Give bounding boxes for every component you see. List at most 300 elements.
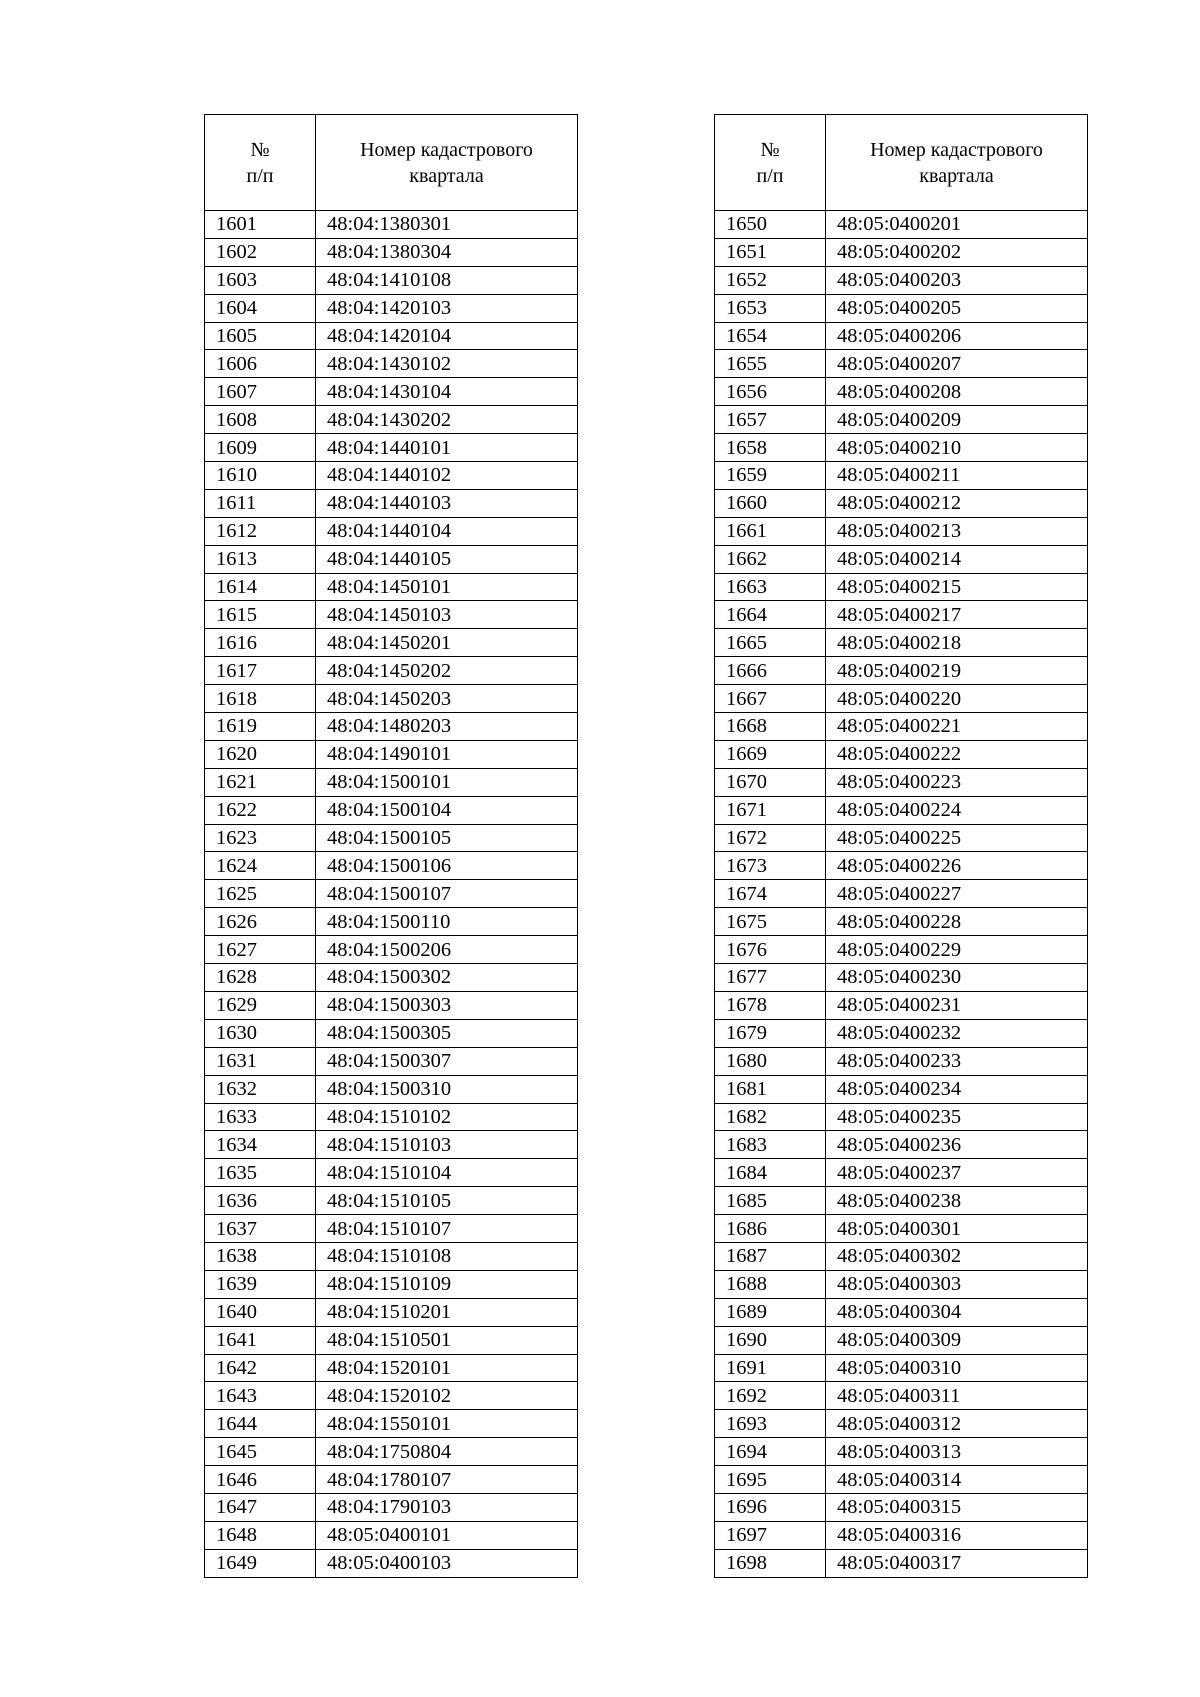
row-number-cell: 1641 bbox=[205, 1326, 316, 1354]
table-row bbox=[205, 685, 578, 713]
table-row bbox=[205, 1215, 578, 1243]
table-row bbox=[205, 1493, 578, 1521]
cadastral-number-cell: 48:05:0400303 bbox=[826, 1270, 1088, 1298]
row-number-cell: 1620 bbox=[205, 740, 316, 768]
table-row bbox=[715, 545, 1088, 573]
row-number-cell: 1648 bbox=[205, 1521, 316, 1549]
row-number-cell: 1683 bbox=[715, 1131, 826, 1159]
cadastral-number-cell: 48:05:0400231 bbox=[826, 991, 1088, 1019]
row-number-cell: 1663 bbox=[715, 573, 826, 601]
header-cadastral-cell bbox=[316, 115, 578, 211]
cadastral-number-cell: 48:04:1450203 bbox=[316, 685, 578, 713]
cadastral-number-cell: 48:05:0400212 bbox=[826, 489, 1088, 517]
cadastral-number-cell: 48:05:0400310 bbox=[826, 1354, 1088, 1382]
row-number-cell: 1695 bbox=[715, 1466, 826, 1494]
cadastral-number-cell: 48:04:1500310 bbox=[316, 1075, 578, 1103]
table-row bbox=[715, 1047, 1088, 1075]
cadastral-number-cell: 48:04:1500110 bbox=[316, 908, 578, 936]
row-number-cell: 1661 bbox=[715, 517, 826, 545]
cadastral-number-cell: 48:05:0400207 bbox=[826, 350, 1088, 378]
row-number-cell: 1604 bbox=[205, 294, 316, 322]
cadastral-number-cell: 48:04:1380301 bbox=[316, 211, 578, 239]
header-cadastral-line2: квартала bbox=[409, 164, 484, 187]
table-row bbox=[715, 573, 1088, 601]
cadastral-number-cell: 48:04:1520101 bbox=[316, 1354, 578, 1382]
table-row bbox=[205, 573, 578, 601]
header-number-line1: № bbox=[760, 138, 780, 161]
header-cadastral-cell bbox=[826, 115, 1088, 211]
cadastral-number-cell: 48:04:1520102 bbox=[316, 1382, 578, 1410]
row-number-cell: 1688 bbox=[715, 1270, 826, 1298]
table-row bbox=[205, 462, 578, 490]
table-row bbox=[205, 964, 578, 992]
table-row bbox=[205, 908, 578, 936]
cadastral-number-cell: 48:05:0400235 bbox=[826, 1103, 1088, 1131]
header-number-cell bbox=[715, 115, 826, 211]
table-row bbox=[715, 1466, 1088, 1494]
cadastral-number-cell: 48:04:1510201 bbox=[316, 1298, 578, 1326]
header-cadastral-line1: Номер кадастрового bbox=[870, 138, 1043, 161]
table-row bbox=[205, 880, 578, 908]
cadastral-number-cell: 48:04:1440103 bbox=[316, 489, 578, 517]
table-row bbox=[205, 1075, 578, 1103]
cadastral-number-cell: 48:04:1790103 bbox=[316, 1493, 578, 1521]
row-number-cell: 1615 bbox=[205, 601, 316, 629]
row-number-cell: 1693 bbox=[715, 1410, 826, 1438]
table-row bbox=[205, 1549, 578, 1577]
row-number-cell: 1684 bbox=[715, 1159, 826, 1187]
table-row bbox=[205, 434, 578, 462]
cadastral-number-cell: 48:05:0400101 bbox=[316, 1521, 578, 1549]
row-number-cell: 1686 bbox=[715, 1215, 826, 1243]
table-row bbox=[205, 266, 578, 294]
row-number-cell: 1624 bbox=[205, 852, 316, 880]
cadastral-number-cell: 48:04:1500302 bbox=[316, 964, 578, 992]
cadastral-number-cell: 48:05:0400312 bbox=[826, 1410, 1088, 1438]
table-row bbox=[205, 1521, 578, 1549]
table-row bbox=[715, 1075, 1088, 1103]
row-number-cell: 1685 bbox=[715, 1187, 826, 1215]
cadastral-number-cell: 48:05:0400317 bbox=[826, 1549, 1088, 1577]
table-row bbox=[715, 713, 1088, 741]
cadastral-number-cell: 48:05:0400232 bbox=[826, 1019, 1088, 1047]
table-body-left bbox=[205, 211, 578, 1578]
cadastral-number-cell: 48:04:1450101 bbox=[316, 573, 578, 601]
header-number-line2: п/п bbox=[756, 164, 784, 187]
cadastral-number-cell: 48:04:1500307 bbox=[316, 1047, 578, 1075]
table-row bbox=[205, 238, 578, 266]
cadastral-number-cell: 48:04:1480203 bbox=[316, 713, 578, 741]
table-row bbox=[715, 406, 1088, 434]
cadastral-number-cell: 48:05:0400302 bbox=[826, 1242, 1088, 1270]
table-row bbox=[715, 294, 1088, 322]
cadastral-number-cell: 48:04:1500104 bbox=[316, 796, 578, 824]
cadastral-number-cell: 48:04:1510102 bbox=[316, 1103, 578, 1131]
row-number-cell: 1613 bbox=[205, 545, 316, 573]
row-number-cell: 1634 bbox=[205, 1131, 316, 1159]
row-number-cell: 1676 bbox=[715, 936, 826, 964]
table-row bbox=[715, 908, 1088, 936]
row-number-cell: 1603 bbox=[205, 266, 316, 294]
row-number-cell: 1690 bbox=[715, 1326, 826, 1354]
cadastral-number-cell: 48:05:0400313 bbox=[826, 1438, 1088, 1466]
row-number-cell: 1616 bbox=[205, 629, 316, 657]
table-header-row bbox=[205, 115, 578, 211]
table-row bbox=[205, 1466, 578, 1494]
cadastral-table-right bbox=[714, 114, 1088, 1578]
row-number-cell: 1694 bbox=[715, 1438, 826, 1466]
cadastral-number-cell: 48:05:0400233 bbox=[826, 1047, 1088, 1075]
row-number-cell: 1637 bbox=[205, 1215, 316, 1243]
row-number-cell: 1679 bbox=[715, 1019, 826, 1047]
row-number-cell: 1680 bbox=[715, 1047, 826, 1075]
table-row bbox=[205, 1438, 578, 1466]
table-row bbox=[205, 1410, 578, 1438]
table-row bbox=[205, 1382, 578, 1410]
cadastral-number-cell: 48:05:0400225 bbox=[826, 824, 1088, 852]
table-header-row bbox=[715, 115, 1088, 211]
row-number-cell: 1657 bbox=[715, 406, 826, 434]
table-body-right bbox=[715, 211, 1088, 1578]
row-number-cell: 1643 bbox=[205, 1382, 316, 1410]
cadastral-number-cell: 48:04:1550101 bbox=[316, 1410, 578, 1438]
cadastral-number-cell: 48:05:0400228 bbox=[826, 908, 1088, 936]
table-row bbox=[715, 740, 1088, 768]
row-number-cell: 1638 bbox=[205, 1242, 316, 1270]
header-number-line2: п/п bbox=[246, 164, 274, 187]
row-number-cell: 1682 bbox=[715, 1103, 826, 1131]
cadastral-number-cell: 48:05:0400222 bbox=[826, 740, 1088, 768]
table-row bbox=[715, 852, 1088, 880]
row-number-cell: 1670 bbox=[715, 768, 826, 796]
cadastral-number-cell: 48:05:0400218 bbox=[826, 629, 1088, 657]
cadastral-number-cell: 48:05:0400201 bbox=[826, 211, 1088, 239]
table-row bbox=[715, 434, 1088, 462]
row-number-cell: 1611 bbox=[205, 489, 316, 517]
row-number-cell: 1696 bbox=[715, 1493, 826, 1521]
table-row bbox=[205, 1103, 578, 1131]
table-row bbox=[715, 796, 1088, 824]
row-number-cell: 1649 bbox=[205, 1549, 316, 1577]
cadastral-number-cell: 48:04:1440102 bbox=[316, 462, 578, 490]
row-number-cell: 1627 bbox=[205, 936, 316, 964]
row-number-cell: 1671 bbox=[715, 796, 826, 824]
cadastral-number-cell: 48:05:0400217 bbox=[826, 601, 1088, 629]
row-number-cell: 1675 bbox=[715, 908, 826, 936]
row-number-cell: 1665 bbox=[715, 629, 826, 657]
table-row bbox=[715, 489, 1088, 517]
table-row bbox=[205, 378, 578, 406]
table-row bbox=[205, 406, 578, 434]
cadastral-number-cell: 48:04:1410108 bbox=[316, 266, 578, 294]
cadastral-number-cell: 48:04:1450201 bbox=[316, 629, 578, 657]
row-number-cell: 1655 bbox=[715, 350, 826, 378]
cadastral-number-cell: 48:05:0400230 bbox=[826, 964, 1088, 992]
row-number-cell: 1628 bbox=[205, 964, 316, 992]
row-number-cell: 1677 bbox=[715, 964, 826, 992]
table-row bbox=[715, 1493, 1088, 1521]
table-row bbox=[715, 238, 1088, 266]
cadastral-number-cell: 48:05:0400206 bbox=[826, 322, 1088, 350]
cadastral-number-cell: 48:05:0400234 bbox=[826, 1075, 1088, 1103]
row-number-cell: 1672 bbox=[715, 824, 826, 852]
table-row bbox=[205, 824, 578, 852]
row-number-cell: 1678 bbox=[715, 991, 826, 1019]
cadastral-number-cell: 48:04:1510109 bbox=[316, 1270, 578, 1298]
cadastral-number-cell: 48:04:1420103 bbox=[316, 294, 578, 322]
row-number-cell: 1651 bbox=[715, 238, 826, 266]
row-number-cell: 1687 bbox=[715, 1242, 826, 1270]
table-row bbox=[715, 964, 1088, 992]
row-number-cell: 1654 bbox=[715, 322, 826, 350]
row-number-cell: 1697 bbox=[715, 1521, 826, 1549]
table-row bbox=[715, 824, 1088, 852]
row-number-cell: 1646 bbox=[205, 1466, 316, 1494]
cadastral-number-cell: 48:04:1450103 bbox=[316, 601, 578, 629]
table-row bbox=[715, 1242, 1088, 1270]
row-number-cell: 1614 bbox=[205, 573, 316, 601]
row-number-cell: 1606 bbox=[205, 350, 316, 378]
table-row bbox=[715, 991, 1088, 1019]
cadastral-number-cell: 48:04:1430104 bbox=[316, 378, 578, 406]
row-number-cell: 1689 bbox=[715, 1298, 826, 1326]
cadastral-table-left bbox=[204, 114, 578, 1578]
table-row bbox=[715, 517, 1088, 545]
table-row bbox=[715, 1410, 1088, 1438]
header-number-line1: № bbox=[250, 138, 270, 161]
row-number-cell: 1644 bbox=[205, 1410, 316, 1438]
table-row bbox=[715, 685, 1088, 713]
table-row bbox=[205, 350, 578, 378]
cadastral-number-cell: 48:05:0400103 bbox=[316, 1549, 578, 1577]
cadastral-number-cell: 48:05:0400223 bbox=[826, 768, 1088, 796]
table-row bbox=[715, 1298, 1088, 1326]
table-row bbox=[205, 1131, 578, 1159]
row-number-cell: 1662 bbox=[715, 545, 826, 573]
table-row bbox=[205, 657, 578, 685]
table-row bbox=[205, 713, 578, 741]
row-number-cell: 1619 bbox=[205, 713, 316, 741]
row-number-cell: 1653 bbox=[715, 294, 826, 322]
header-number-cell bbox=[205, 115, 316, 211]
table-row bbox=[205, 936, 578, 964]
table-row bbox=[715, 350, 1088, 378]
table-row bbox=[205, 322, 578, 350]
table-row bbox=[205, 991, 578, 1019]
table-row bbox=[715, 1549, 1088, 1577]
table-row bbox=[715, 1215, 1088, 1243]
cadastral-number-cell: 48:05:0400316 bbox=[826, 1521, 1088, 1549]
row-number-cell: 1610 bbox=[205, 462, 316, 490]
table-row bbox=[205, 629, 578, 657]
cadastral-number-cell: 48:05:0400209 bbox=[826, 406, 1088, 434]
table-row bbox=[205, 1047, 578, 1075]
cadastral-number-cell: 48:05:0400226 bbox=[826, 852, 1088, 880]
header-cadastral-line2: квартала bbox=[919, 164, 994, 187]
row-number-cell: 1639 bbox=[205, 1270, 316, 1298]
row-number-cell: 1626 bbox=[205, 908, 316, 936]
cadastral-number-cell: 48:04:1510105 bbox=[316, 1187, 578, 1215]
table-row bbox=[715, 880, 1088, 908]
row-number-cell: 1617 bbox=[205, 657, 316, 685]
cadastral-number-cell: 48:04:1510104 bbox=[316, 1159, 578, 1187]
cadastral-number-cell: 48:04:1500101 bbox=[316, 768, 578, 796]
cadastral-number-cell: 48:05:0400213 bbox=[826, 517, 1088, 545]
table-row bbox=[715, 936, 1088, 964]
row-number-cell: 1658 bbox=[715, 434, 826, 462]
cadastral-number-cell: 48:05:0400202 bbox=[826, 238, 1088, 266]
header-cadastral-line1: Номер кадастрового bbox=[360, 138, 533, 161]
cadastral-number-cell: 48:04:1500106 bbox=[316, 852, 578, 880]
table-row bbox=[205, 294, 578, 322]
cadastral-number-cell: 48:05:0400314 bbox=[826, 1466, 1088, 1494]
cadastral-number-cell: 48:05:0400210 bbox=[826, 434, 1088, 462]
row-number-cell: 1640 bbox=[205, 1298, 316, 1326]
table-row bbox=[205, 1242, 578, 1270]
table-row bbox=[205, 545, 578, 573]
table-row bbox=[205, 796, 578, 824]
row-number-cell: 1622 bbox=[205, 796, 316, 824]
row-number-cell: 1607 bbox=[205, 378, 316, 406]
cadastral-number-cell: 48:04:1750804 bbox=[316, 1438, 578, 1466]
table-row bbox=[715, 1103, 1088, 1131]
cadastral-number-cell: 48:05:0400238 bbox=[826, 1187, 1088, 1215]
row-number-cell: 1681 bbox=[715, 1075, 826, 1103]
cadastral-number-cell: 48:04:1510103 bbox=[316, 1131, 578, 1159]
cadastral-number-cell: 48:04:1490101 bbox=[316, 740, 578, 768]
table-row bbox=[715, 378, 1088, 406]
table-row bbox=[715, 657, 1088, 685]
cadastral-number-cell: 48:04:1780107 bbox=[316, 1466, 578, 1494]
cadastral-number-cell: 48:04:1500105 bbox=[316, 824, 578, 852]
row-number-cell: 1650 bbox=[715, 211, 826, 239]
table-row bbox=[205, 211, 578, 239]
table-row bbox=[715, 1270, 1088, 1298]
table-row bbox=[205, 1298, 578, 1326]
cadastral-number-cell: 48:04:1440105 bbox=[316, 545, 578, 573]
table-row bbox=[715, 768, 1088, 796]
row-number-cell: 1673 bbox=[715, 852, 826, 880]
row-number-cell: 1652 bbox=[715, 266, 826, 294]
row-number-cell: 1666 bbox=[715, 657, 826, 685]
table-row bbox=[205, 1270, 578, 1298]
cadastral-number-cell: 48:04:1440104 bbox=[316, 517, 578, 545]
cadastral-number-cell: 48:04:1500206 bbox=[316, 936, 578, 964]
row-number-cell: 1635 bbox=[205, 1159, 316, 1187]
row-number-cell: 1630 bbox=[205, 1019, 316, 1047]
row-number-cell: 1691 bbox=[715, 1354, 826, 1382]
row-number-cell: 1692 bbox=[715, 1382, 826, 1410]
table-row bbox=[715, 1326, 1088, 1354]
table-row bbox=[205, 517, 578, 545]
cadastral-number-cell: 48:05:0400301 bbox=[826, 1215, 1088, 1243]
cadastral-number-cell: 48:04:1420104 bbox=[316, 322, 578, 350]
cadastral-number-cell: 48:05:0400203 bbox=[826, 266, 1088, 294]
row-number-cell: 1633 bbox=[205, 1103, 316, 1131]
cadastral-number-cell: 48:04:1510501 bbox=[316, 1326, 578, 1354]
row-number-cell: 1645 bbox=[205, 1438, 316, 1466]
table-row bbox=[715, 1159, 1088, 1187]
cadastral-number-cell: 48:05:0400205 bbox=[826, 294, 1088, 322]
table-row bbox=[205, 740, 578, 768]
table-row bbox=[205, 489, 578, 517]
cadastral-number-cell: 48:04:1510108 bbox=[316, 1242, 578, 1270]
table-row bbox=[715, 1521, 1088, 1549]
table-row bbox=[715, 1019, 1088, 1047]
cadastral-number-cell: 48:05:0400236 bbox=[826, 1131, 1088, 1159]
cadastral-number-cell: 48:05:0400237 bbox=[826, 1159, 1088, 1187]
cadastral-number-cell: 48:05:0400315 bbox=[826, 1493, 1088, 1521]
row-number-cell: 1602 bbox=[205, 238, 316, 266]
cadastral-number-cell: 48:05:0400309 bbox=[826, 1326, 1088, 1354]
cadastral-number-cell: 48:04:1430102 bbox=[316, 350, 578, 378]
table-row bbox=[205, 1187, 578, 1215]
row-number-cell: 1667 bbox=[715, 685, 826, 713]
cadastral-number-cell: 48:05:0400220 bbox=[826, 685, 1088, 713]
cadastral-number-cell: 48:04:1440101 bbox=[316, 434, 578, 462]
table-row bbox=[205, 1019, 578, 1047]
row-number-cell: 1618 bbox=[205, 685, 316, 713]
row-number-cell: 1631 bbox=[205, 1047, 316, 1075]
row-number-cell: 1698 bbox=[715, 1549, 826, 1577]
cadastral-number-cell: 48:05:0400214 bbox=[826, 545, 1088, 573]
cadastral-number-cell: 48:05:0400208 bbox=[826, 378, 1088, 406]
row-number-cell: 1632 bbox=[205, 1075, 316, 1103]
row-number-cell: 1664 bbox=[715, 601, 826, 629]
row-number-cell: 1660 bbox=[715, 489, 826, 517]
table-row bbox=[715, 266, 1088, 294]
table-row bbox=[205, 1159, 578, 1187]
table-row bbox=[715, 1354, 1088, 1382]
cadastral-number-cell: 48:05:0400229 bbox=[826, 936, 1088, 964]
cadastral-number-cell: 48:05:0400215 bbox=[826, 573, 1088, 601]
row-number-cell: 1668 bbox=[715, 713, 826, 741]
table-row bbox=[715, 322, 1088, 350]
cadastral-number-cell: 48:04:1500107 bbox=[316, 880, 578, 908]
table-row bbox=[715, 601, 1088, 629]
row-number-cell: 1612 bbox=[205, 517, 316, 545]
row-number-cell: 1621 bbox=[205, 768, 316, 796]
table-row bbox=[205, 768, 578, 796]
cadastral-number-cell: 48:04:1450202 bbox=[316, 657, 578, 685]
row-number-cell: 1642 bbox=[205, 1354, 316, 1382]
cadastral-number-cell: 48:05:0400219 bbox=[826, 657, 1088, 685]
row-number-cell: 1636 bbox=[205, 1187, 316, 1215]
table-row bbox=[715, 1438, 1088, 1466]
row-number-cell: 1625 bbox=[205, 880, 316, 908]
cadastral-number-cell: 48:05:0400211 bbox=[826, 462, 1088, 490]
table-row bbox=[715, 462, 1088, 490]
row-number-cell: 1656 bbox=[715, 378, 826, 406]
table-row bbox=[205, 1326, 578, 1354]
cadastral-number-cell: 48:05:0400224 bbox=[826, 796, 1088, 824]
row-number-cell: 1669 bbox=[715, 740, 826, 768]
table-row bbox=[205, 852, 578, 880]
table-row bbox=[715, 1131, 1088, 1159]
row-number-cell: 1647 bbox=[205, 1493, 316, 1521]
row-number-cell: 1659 bbox=[715, 462, 826, 490]
row-number-cell: 1609 bbox=[205, 434, 316, 462]
cadastral-number-cell: 48:05:0400311 bbox=[826, 1382, 1088, 1410]
cadastral-number-cell: 48:04:1380304 bbox=[316, 238, 578, 266]
cadastral-number-cell: 48:04:1430202 bbox=[316, 406, 578, 434]
row-number-cell: 1629 bbox=[205, 991, 316, 1019]
cadastral-number-cell: 48:05:0400227 bbox=[826, 880, 1088, 908]
row-number-cell: 1623 bbox=[205, 824, 316, 852]
table-row bbox=[715, 1382, 1088, 1410]
table-row bbox=[715, 1187, 1088, 1215]
table-row bbox=[205, 601, 578, 629]
